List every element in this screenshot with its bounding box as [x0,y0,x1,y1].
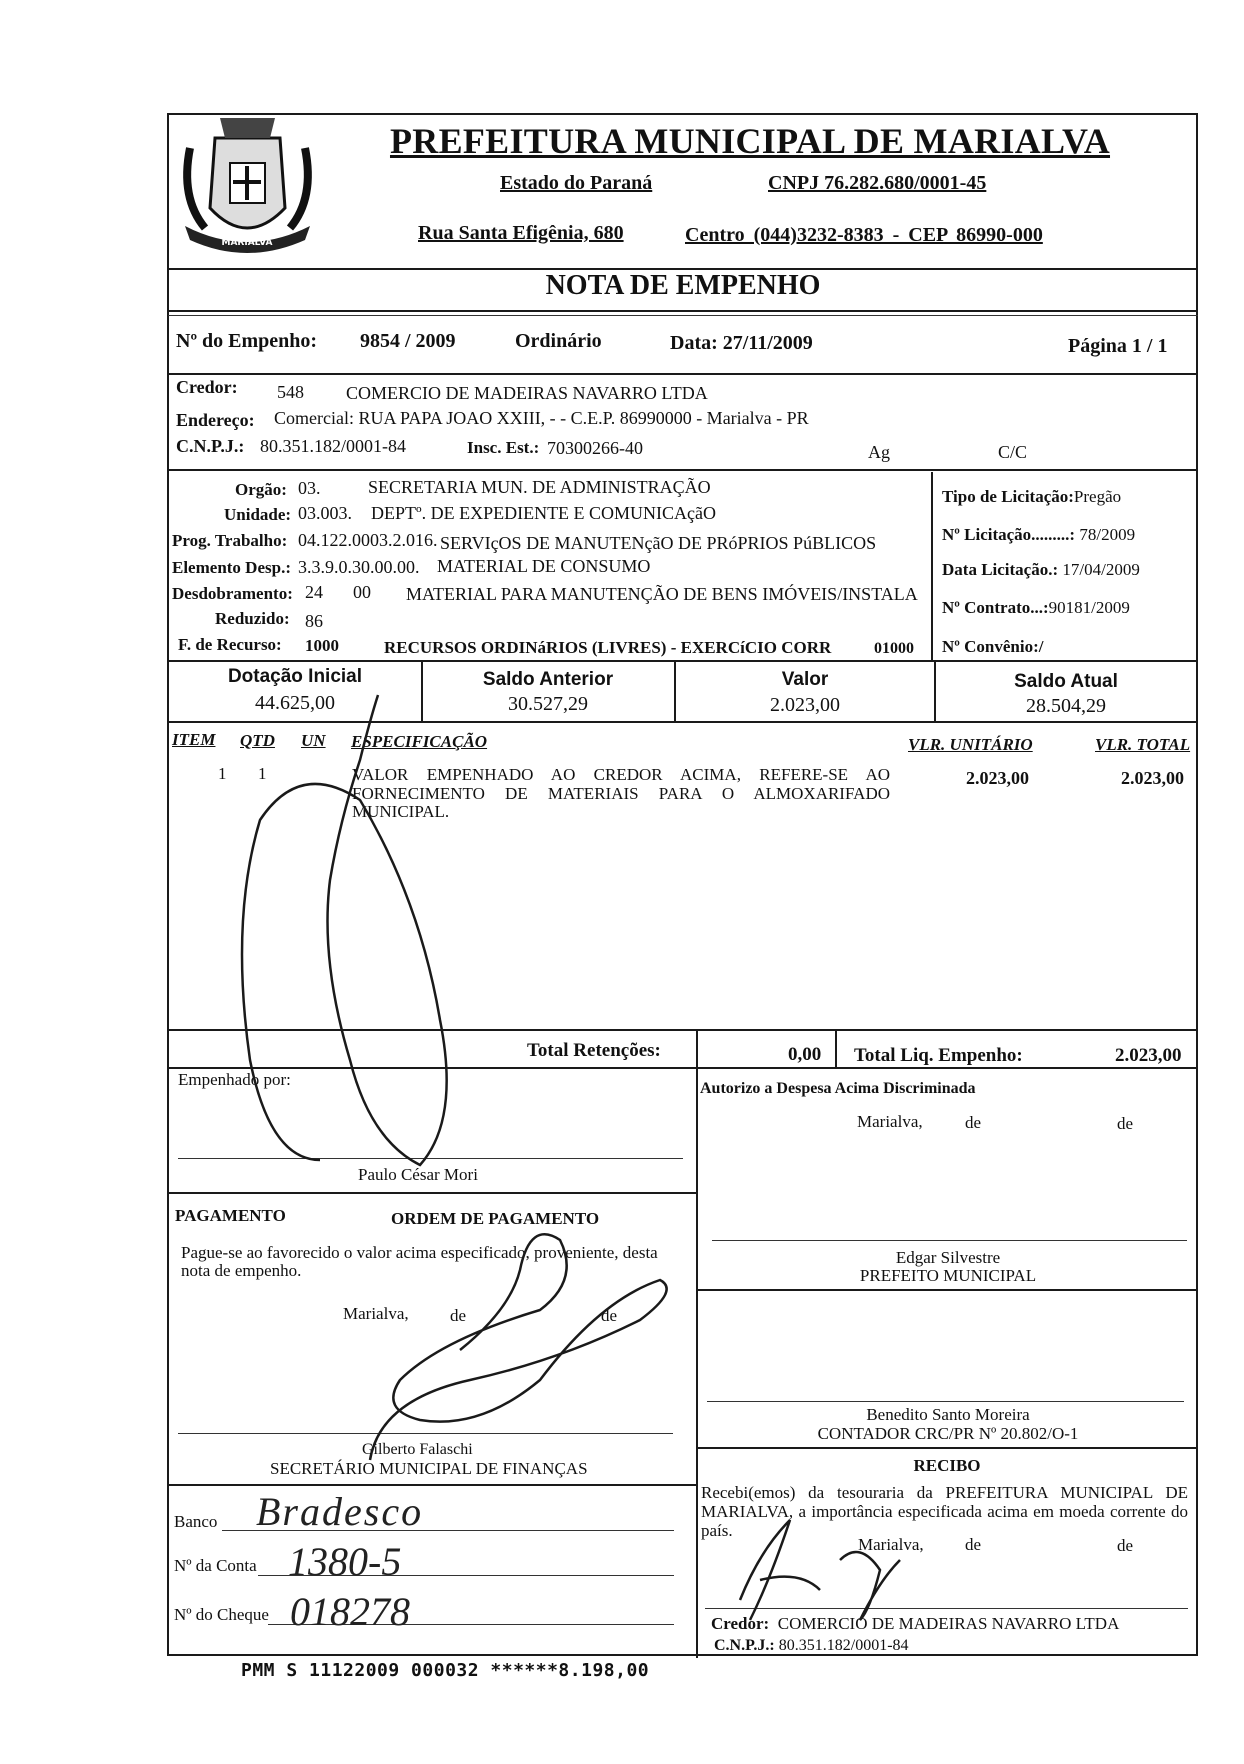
recibo-text: Recebi(emos) da tesouraria da PREFEITURA MUNICIPAL DE MARIALVA, a importância especificada acima em moeda corrente do país. [701,1483,1188,1540]
col-item: ITEM [172,730,216,749]
elemento-code: 3.3.9.0.30.00.00. [298,557,420,577]
coat-of-arms-icon [175,108,320,258]
footer-stamp: PMM S 11122009 000032 ******8.198,00 [241,1660,650,1681]
valor-label: Valor [781,669,829,690]
state-label: Estado do Paraná [500,172,653,194]
pagamento-de2: de [601,1306,618,1325]
autorizo-place: Marialva, [857,1112,923,1131]
recibo-credor-label: Credor: [711,1614,770,1633]
document-title: NOTA DE EMPENHO [545,270,821,301]
prefeito-name: Edgar Silvestre [895,1248,1001,1267]
row-spec-line2: FORNECIMENTO DE MATERIAIS PARA O ALMOXARIFADO [352,784,890,803]
autorizo-label: Autorizo a Despesa Acima Discriminada [700,1080,976,1097]
row-unit-value: 2.023,00 [966,768,1029,788]
row-item: 1 [218,764,227,783]
credor-name: COMERCIO DE MADEIRAS NAVARRO LTDA [346,383,708,403]
dotacao-inicial-value: 44.625,00 [255,692,335,714]
row-spec-line1: VALOR EMPENHADO AO CREDOR ACIMA, REFERE-SE AO [352,765,890,784]
unidade-name: DEPTº. DE EXPEDIENTE E COMUNICAçãO [371,503,717,523]
credor-label: Credor: [176,377,238,397]
credor-cnpj: 80.351.182/0001-84 [260,436,406,456]
liq-empenho-value: 2.023,00 [1115,1045,1182,1066]
liq-empenho-label: Total Liq. Empenho: [854,1045,1023,1066]
insc-value: 70300266-40 [547,438,643,458]
header-cnpj: CNPJ 76.282.680/0001-45 [768,172,987,194]
orgao-name: SECRETARIA MUN. DE ADMINISTRAÇÃO [368,477,711,497]
secretario-name: Gilberto Falaschi [362,1441,473,1458]
orgao-label: Orgão: [235,480,287,499]
row-qtd: 1 [258,764,267,783]
prog-code: 04.122.0003.2.016. [298,530,438,550]
header-contact: Centro (044)3232-8383 - CEP 86990-000 [685,224,1043,246]
saldo-anterior-value: 30.527,29 [508,693,588,715]
cc-label: C/C [998,442,1028,462]
empenhado-label: Empenhado por: [178,1070,291,1089]
row-total-value: 2.023,00 [1121,768,1184,788]
autorizo-de1: de [965,1113,982,1132]
seal-text: MARIALVA [221,238,273,248]
empenho-number: 9854 / 2009 [360,330,456,352]
recurso-sub: 01000 [874,640,914,657]
saldo-atual-label: Saldo Atual [1014,671,1118,692]
contador-role: CONTADOR CRC/PR Nº 20.802/O-1 [817,1424,1079,1443]
recibo-cnpj: C.N.P.J.: 80.351.182/0001-84 [714,1637,909,1654]
secretario-role: SECRETÁRIO MUNICIPAL DE FINANÇAS [270,1459,588,1478]
page-title: PREFEITURA MUNICIPAL DE MARIALVA [389,121,1111,161]
desdobramento-name: MATERIAL PARA MANUTENÇÃO DE BENS IMÓVEIS/INSTALA [406,584,918,604]
desdobramento-label: Desdobramento: [172,584,293,603]
recibo-de1: de [965,1535,982,1554]
contrato-label: Nº Contrato...:90181/2009 [942,598,1130,617]
ordem-pagamento-label: ORDEM DE PAGAMENTO [391,1209,600,1228]
licitacao-date-label: Data Licitação.: 17/04/2009 [942,560,1140,579]
saldo-anterior-label: Saldo Anterior [482,669,614,690]
conta-handwritten: 1380-5 [288,1539,402,1584]
col-un: UN [301,731,326,750]
elemento-label: Elemento Desp.: [172,558,291,577]
header-address: Rua Santa Efigênia, 680 [418,222,624,244]
saldo-atual-value: 28.504,29 [1026,695,1106,717]
conta-label: Nº da Conta [174,1556,257,1575]
pagamento-de1: de [450,1306,467,1325]
prog-label: Prog. Trabalho: [172,531,288,550]
valor-value: 2.023,00 [770,694,840,716]
empenhado-name: Paulo César Mori [358,1165,478,1184]
recibo-label: RECIBO [913,1456,981,1475]
licitacao-number: 78/2009 [1079,525,1136,544]
col-total-value: VLR. TOTAL [1095,735,1191,754]
insc-label: Insc. Est.: [467,438,540,457]
contrato-number: 90181/2009 [1048,598,1130,617]
credor-cnpj-label: C.N.P.J.: [176,436,245,456]
reduzido-value: 86 [305,611,323,631]
empenho-date: Data: 27/11/2009 [670,332,813,354]
unidade-code: 03.003. [298,503,352,523]
pagamento-label: PAGAMENTO [175,1206,286,1225]
unidade-label: Unidade: [224,505,292,524]
empenho-number-label: Nº do Empenho: [176,330,318,352]
dotacao-inicial-label: Dotação Inicial [227,666,363,687]
col-unit-value: VLR. UNITÁRIO [908,735,1033,754]
recurso-name: RECURSOS ORDINáRIOS (LIVRES) - EXERCíCIO CORR [384,638,832,657]
recibo-credor-name: COMERCIO DE MADEIRAS NAVARRO LTDA [777,1614,1120,1633]
desdobramento-code: 24 [305,582,323,602]
cheque-label: Nº do Cheque [174,1605,269,1624]
row-spec-line3: MUNICIPAL. [352,802,450,821]
cheque-handwritten: 018278 [290,1589,410,1634]
credor-address: Comercial: RUA PAPA JOAO XXIII, - - C.E.P. 86990000 - Marialva - PR [274,408,809,428]
licitacao-date: 17/04/2009 [1062,560,1140,579]
empenho-type: Ordinário [515,330,602,352]
recibo-credor [711,1614,1119,1634]
licitacao-type-label: Tipo de Licitação:Pregão [942,487,1122,506]
pagamento-text: Pague-se ao favorecido o valor acima especificado, proveniente, desta nota de empenho. [181,1243,658,1280]
recurso-label: F. de Recurso: [178,635,282,654]
elemento-name: MATERIAL DE CONSUMO [437,556,651,576]
recurso-code: 1000 [305,636,339,655]
retencoes-label: Total Retenções: [527,1040,661,1061]
recibo-de2: de [1117,1536,1134,1555]
prefeito-role: PREFEITO MUNICIPAL [859,1266,1037,1285]
ag-label: Ag [868,442,890,462]
col-spec: ESPECIFICAÇÃO [351,732,488,751]
retencoes-value: 0,00 [788,1044,822,1065]
autorizo-de2: de [1117,1114,1134,1133]
orgao-code: 03. [298,478,321,498]
licitacao-number-label: Nº Licitação.........: 78/2009 [942,525,1136,544]
convenio-label: Nº Convênio:/ [942,637,1044,656]
contador-name: Benedito Santo Moreira [866,1405,1030,1424]
credor-code: 548 [277,382,304,402]
reduzido-label: Reduzido: [215,609,290,628]
address-label: Endereço: [176,410,255,430]
col-qtd: QTD [240,731,275,750]
recibo-place: Marialva, [858,1535,924,1554]
desdobramento-sub: 00 [353,582,371,602]
licitacao-type: Pregão [1073,487,1122,506]
page-number: Página 1 / 1 [1068,335,1168,357]
banco-label: Banco [174,1512,218,1531]
prog-name: SERVIçOS DE MANUTENçãO DE PRóPRIOS PúBLICOS [440,533,877,553]
banco-handwritten: Bradesco [256,1489,424,1534]
pagamento-place: Marialva, [343,1304,409,1323]
